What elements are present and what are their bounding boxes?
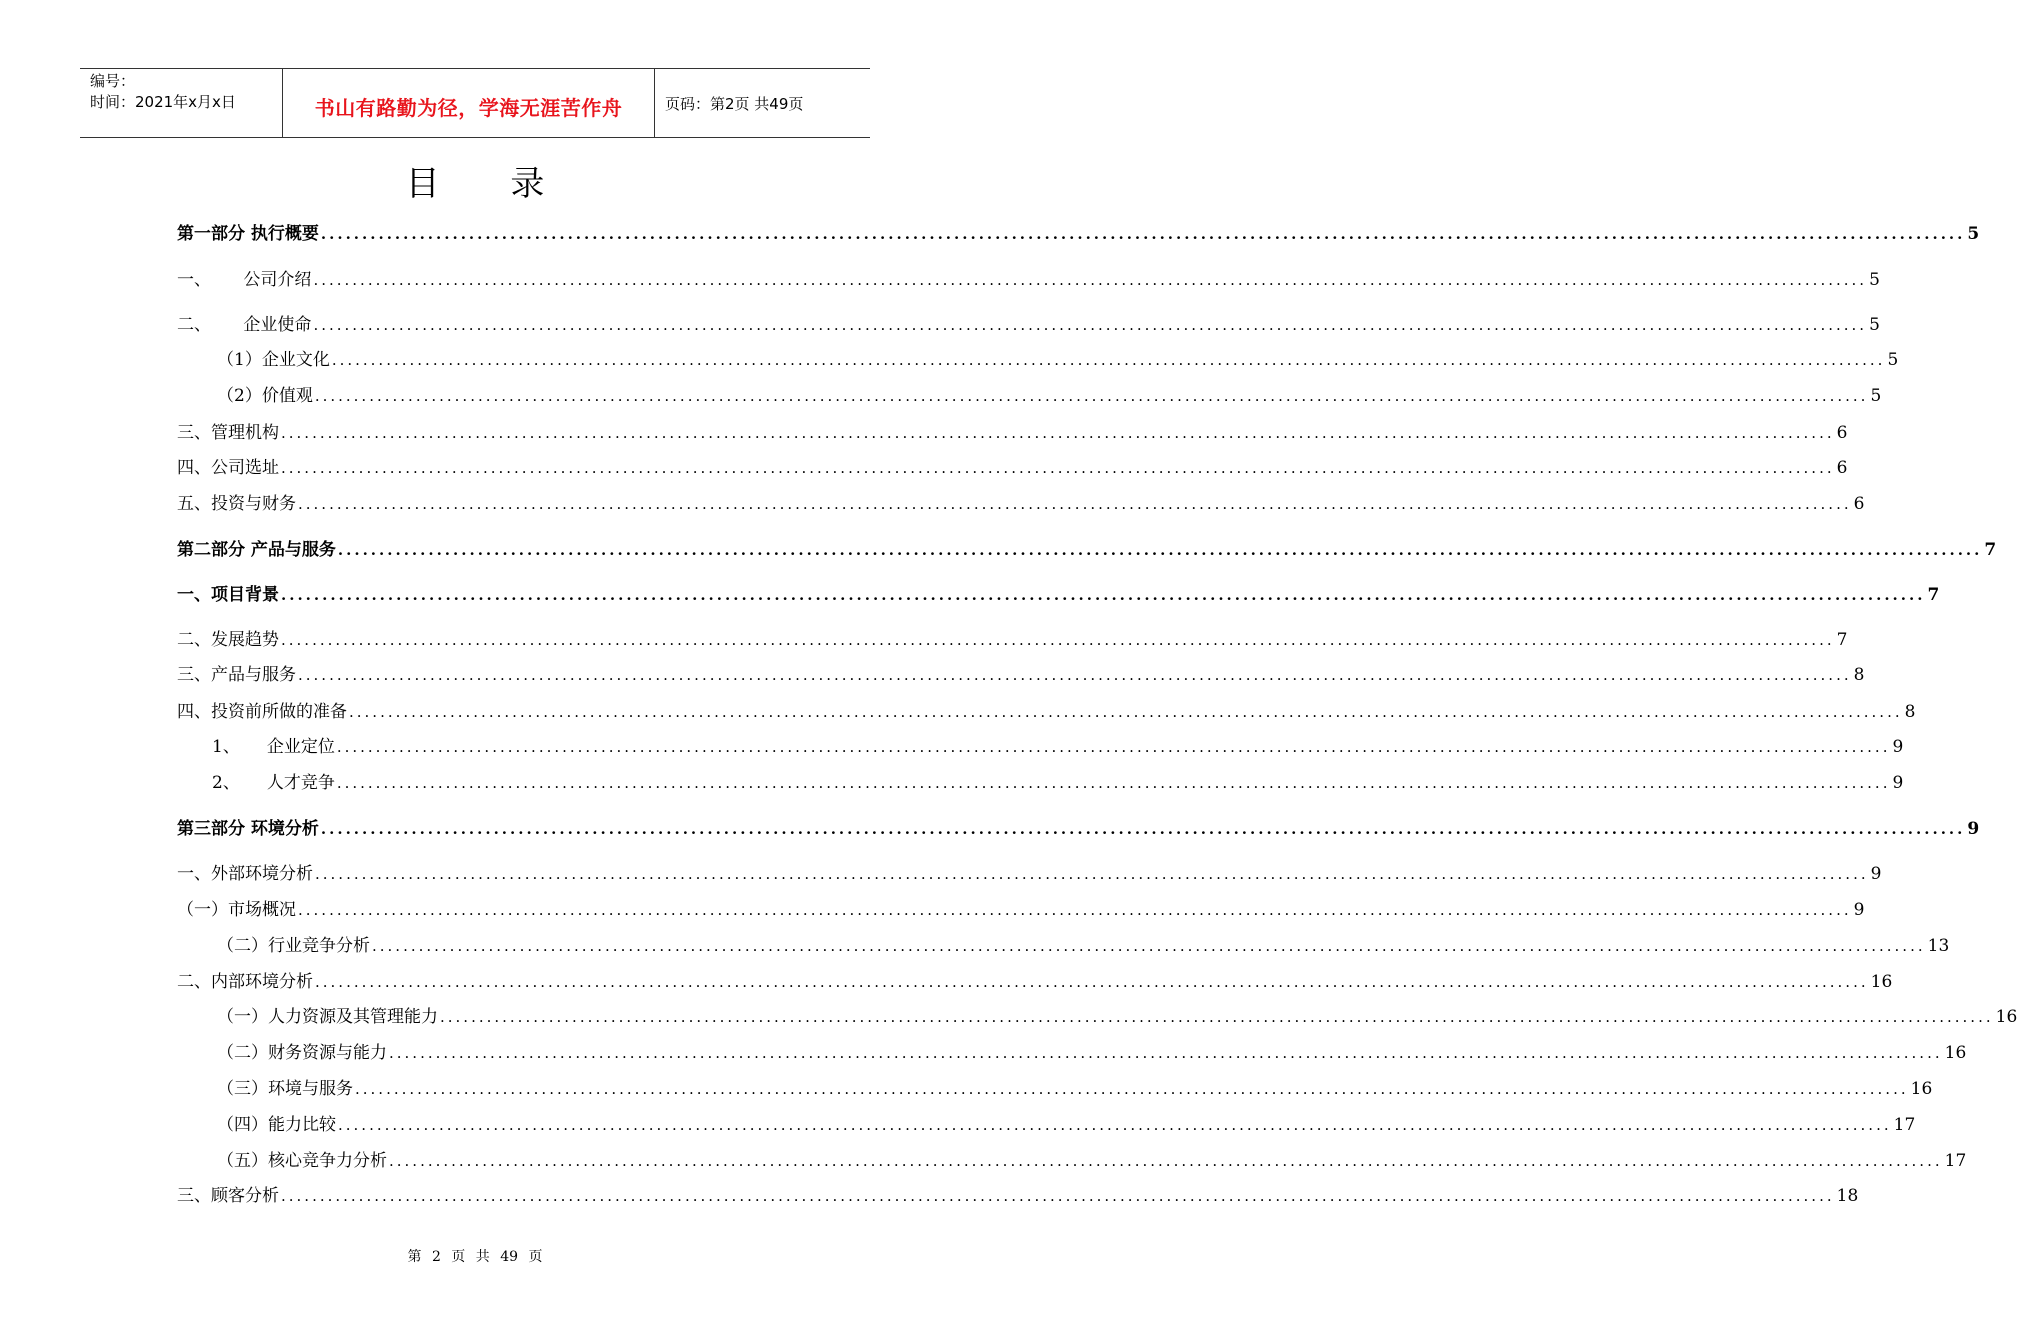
toc-entry-page-number: 5: [1869, 270, 1880, 290]
toc-dot-leader: ........................................................................................................................................................................................................: [298, 901, 1852, 919]
toc-entry-label: （五）核心竞争力分析: [217, 1151, 387, 1171]
toc-entry-label: （1）企业文化: [217, 350, 330, 370]
toc-entry[interactable]: [177, 311, 1880, 335]
toc-entry-label: 二、内部环境分析: [177, 972, 313, 992]
header-motto-cell: [282, 69, 655, 137]
toc-dot-leader: ........................................................................................................................................................................................................: [315, 973, 1869, 991]
toc-entry-label: （一）人力资源及其管理能力: [217, 1007, 438, 1027]
toc-entry-page-number: 16: [1944, 1043, 1967, 1063]
toc-entry[interactable]: [177, 860, 1882, 884]
toc-dot-leader: ........................................................................................................................................................................................................: [281, 459, 1835, 477]
toc-entry-label: 二、发展趋势: [177, 630, 279, 650]
page-footer: 第 2 页 共 49 页: [407, 1249, 543, 1265]
toc-dot-leader: ........................................................................................................................................................................................................: [338, 1116, 1892, 1134]
toc-entry-label: （四）能力比较: [217, 1115, 336, 1135]
toc-dot-leader: ........................................................................................................................................................................................................: [389, 1152, 1943, 1170]
toc-entry-page-number: 16: [1870, 972, 1893, 992]
page-header: [80, 68, 870, 138]
toc-entry[interactable]: [177, 698, 1916, 722]
toc-entry[interactable]: [212, 733, 1904, 757]
toc-entry[interactable]: [217, 1075, 1933, 1099]
toc-entry-page-number: 6: [1853, 494, 1865, 514]
toc-entry[interactable]: [212, 769, 1904, 793]
toc-dot-leader: ........................................................................................................................................................................................................: [355, 1080, 1909, 1098]
toc-dot-leader: ........................................................................................................................................................................................................: [336, 738, 1891, 756]
toc-entry-label: 2、 人才竞争: [212, 773, 335, 793]
toc-entry[interactable]: [177, 815, 1980, 839]
toc-entry-page-number: 7: [1836, 630, 1848, 650]
toc-dot-leader: ........................................................................................................................................................................................................: [372, 937, 1926, 955]
toc-entry-page-number: 9: [1853, 900, 1865, 920]
toc-entry[interactable]: [177, 1182, 1859, 1206]
toc-entry-page-number: 16: [1995, 1007, 2017, 1027]
toc-entry[interactable]: [217, 1111, 1916, 1135]
toc-entry[interactable]: [177, 490, 1865, 514]
document-time-label: 时间：2021年x月x日: [90, 93, 236, 111]
toc-entry[interactable]: [217, 346, 1899, 370]
toc-entry-label: 三、顾客分析: [177, 1186, 279, 1206]
toc-dot-leader: ........................................................................................................................................................................................................: [331, 351, 1886, 369]
toc-entry-label: 二、 企业使命: [177, 315, 312, 335]
toc-entry-page-number: 9: [1870, 864, 1882, 884]
header-motto: 书山有路勤为径，学海无涯苦作舟: [314, 95, 623, 120]
toc-entry[interactable]: [217, 1039, 1967, 1063]
toc-entry-label: 一、项目背景: [177, 585, 279, 605]
toc-entry-label: 第二部分 产品与服务: [177, 540, 336, 560]
toc-entry[interactable]: [177, 266, 1880, 290]
document-number-label: 编号：: [90, 72, 136, 90]
toc-entry-page-number: 13: [1927, 936, 1950, 956]
toc-dot-leader: ........................................................................................................................................................................................................: [281, 1187, 1835, 1205]
toc-entry-page-number: 7: [1927, 585, 1940, 605]
toc-entry-label: 第一部分 执行概要: [177, 224, 319, 244]
toc-entry-label: （2）价值观: [217, 386, 313, 406]
toc-dot-leader: ........................................................................................................................................................................................................: [440, 1008, 1994, 1026]
toc-entry[interactable]: [177, 220, 1980, 244]
toc-entry[interactable]: [177, 536, 1997, 560]
toc-entry-label: 四、投资前所做的准备: [177, 702, 347, 722]
toc-dot-leader: ........................................................................................................................................................................................................: [298, 495, 1852, 513]
toc-entry-page-number: 5: [1887, 350, 1899, 370]
toc-entry-page-number: 16: [1910, 1079, 1933, 1099]
toc-dot-leader: ........................................................................................................................................................................................................: [337, 541, 1983, 559]
toc-entry-label: 三、产品与服务: [177, 665, 296, 685]
toc-entry[interactable]: [177, 896, 1865, 920]
toc-entry[interactable]: [177, 419, 1848, 443]
toc-dot-leader: ........................................................................................................................................................................................................: [320, 820, 1966, 838]
toc-entry[interactable]: [177, 968, 1893, 992]
toc-entry-page-number: 9: [1892, 773, 1904, 793]
toc-entry-label: 1、 企业定位: [212, 737, 335, 757]
toc-entry-page-number: 6: [1836, 458, 1848, 478]
toc-entry[interactable]: [217, 1003, 2017, 1027]
toc-entry[interactable]: [217, 1147, 1967, 1171]
toc-entry-page-number: 9: [1967, 819, 1980, 839]
toc-dot-leader: ........................................................................................................................................................................................................: [336, 774, 1891, 792]
toc-dot-leader: ........................................................................................................................................................................................................: [314, 387, 1869, 405]
toc-entry-page-number: 5: [1870, 386, 1882, 406]
toc-entry-label: （一）市场概况: [177, 900, 296, 920]
toc-entry[interactable]: [177, 661, 1865, 685]
toc-entry-page-number: 5: [1869, 315, 1880, 335]
toc-entry-page-number: 6: [1836, 423, 1848, 443]
header-meta: [80, 69, 282, 137]
toc-entry-page-number: 17: [1944, 1151, 1967, 1171]
toc-entry[interactable]: [177, 626, 1848, 650]
toc-entry[interactable]: [177, 454, 1848, 478]
toc-entry-page-number: 8: [1853, 665, 1865, 685]
toc-entry[interactable]: [177, 581, 1940, 605]
toc-entry-label: （三）环境与服务: [217, 1079, 353, 1099]
toc-entry-label: 三、管理机构: [177, 423, 279, 443]
toc-entry-label: （二）行业竞争分析: [217, 936, 370, 956]
toc-entry-page-number: 18: [1836, 1186, 1859, 1206]
toc-dot-leader: ........................................................................................................................................................................................................: [349, 703, 1903, 721]
toc-entry[interactable]: [217, 932, 1950, 956]
toc-entry-label: 一、外部环境分析: [177, 864, 313, 884]
toc-entry-page-number: 8: [1904, 702, 1916, 722]
toc-entry[interactable]: [217, 382, 1882, 406]
toc-dot-leader: ........................................................................................................................................................................................................: [281, 631, 1835, 649]
toc-entry-label: 四、公司选址: [177, 458, 279, 478]
page-title: 目 录: [405, 164, 575, 204]
toc-dot-leader: ........................................................................................................................................................................................................: [313, 271, 1868, 289]
toc-dot-leader: ........................................................................................................................................................................................................: [320, 225, 1966, 243]
toc-entry-page-number: 17: [1893, 1115, 1916, 1135]
toc-entry-label: 第三部分 环境分析: [177, 819, 319, 839]
header-page-info: 页码：第2页 共49页: [665, 94, 804, 113]
toc-dot-leader: ........................................................................................................................................................................................................: [281, 424, 1835, 442]
toc-dot-leader: ........................................................................................................................................................................................................: [313, 316, 1868, 334]
toc-dot-leader: ........................................................................................................................................................................................................: [298, 666, 1852, 684]
toc-entry-page-number: 7: [1984, 540, 1997, 560]
toc-entry-label: （二）财务资源与能力: [217, 1043, 387, 1063]
toc-entry-label: 五、投资与财务: [177, 494, 296, 514]
toc-entry-page-number: 5: [1967, 224, 1980, 244]
toc-dot-leader: ........................................................................................................................................................................................................: [389, 1044, 1943, 1062]
toc-dot-leader: ........................................................................................................................................................................................................: [281, 586, 1926, 604]
toc-dot-leader: ........................................................................................................................................................................................................: [315, 865, 1869, 883]
toc-entry-label: 一、 公司介绍: [177, 270, 312, 290]
toc-entry-page-number: 9: [1892, 737, 1904, 757]
